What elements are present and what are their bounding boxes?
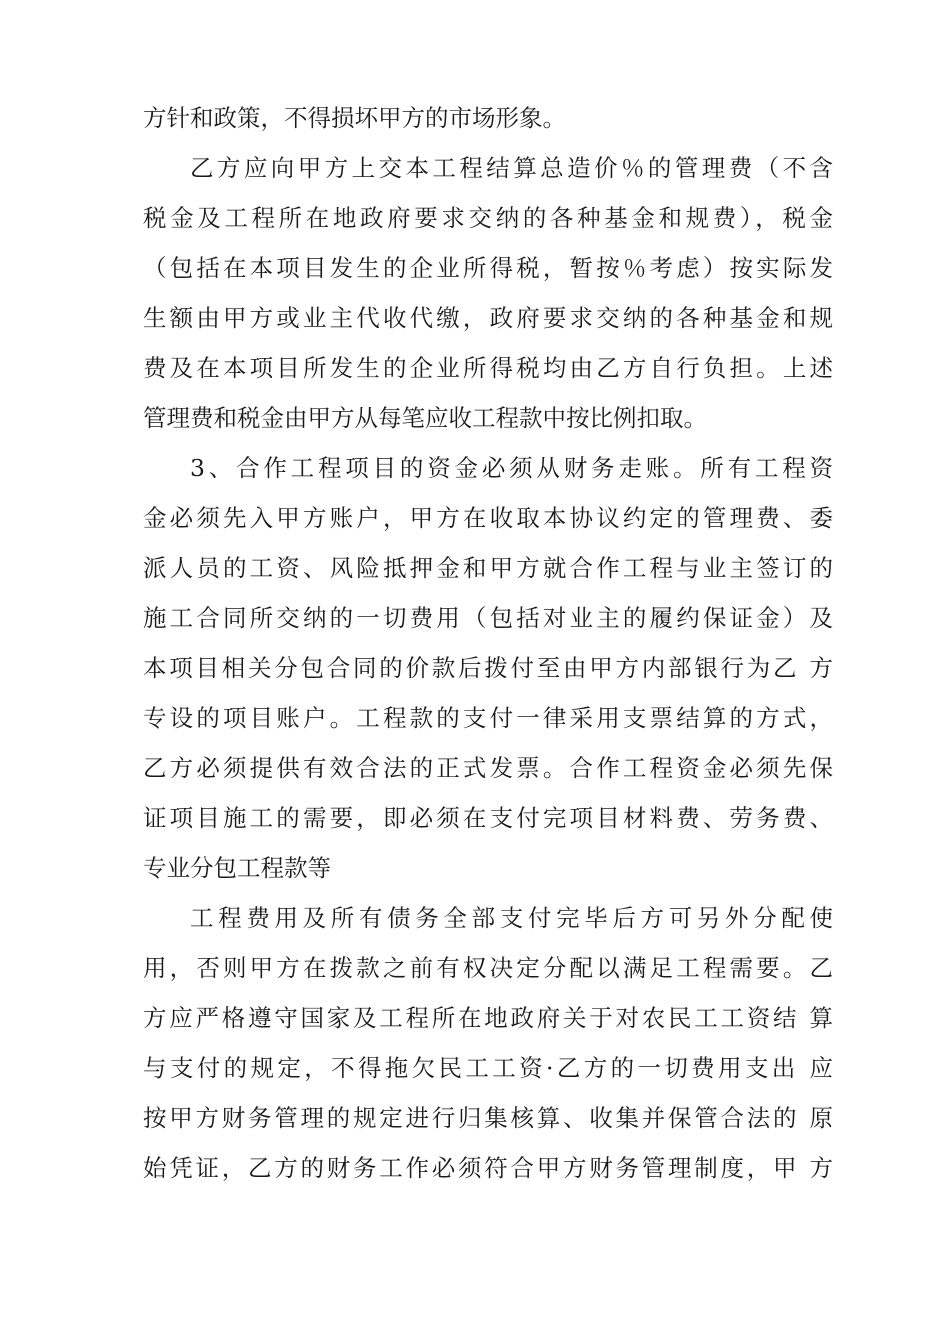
text-line-6: 费及在本项目所发生的企业所得税均由乙方自行负担。上述 <box>143 354 833 382</box>
text-line-9: 金必须先入甲方账户，甲方在收取本协议约定的管理费、委 <box>143 504 833 532</box>
text-line-13: 专设的项目账户。工程款的支付一律采用支票结算的方式， <box>143 704 833 732</box>
text-line-22: 始凭证，乙方的财务工作必须符合甲方财务管理制度，甲 方 <box>143 1154 833 1182</box>
text-line-15: 证项目施工的需要，即必须在支付完项目材料费、劳务费、 <box>143 804 833 832</box>
text-line-19: 方应严格遵守国家及工程所在地政府关于对农民工工资结 算 <box>143 1004 833 1032</box>
text-line-17: 工程费用及所有债务全部支付完毕后方可另外分配使 <box>190 904 833 932</box>
text-line-16: 专业分包工程款等 <box>143 854 331 882</box>
text-line-21: 按甲方财务管理的规定进行归集核算、收集并保管合法的 原 <box>143 1104 833 1132</box>
text-line-1: 方针和政策，不得损坏甲方的市场形象。 <box>143 104 566 132</box>
text-line-3: 税金及工程所在地政府要求交纳的各种基金和规费），税金 <box>143 204 833 232</box>
text-line-2: 乙方应向甲方上交本工程结算总造价％的管理费（不含 <box>190 154 833 182</box>
text-line-18: 用，否则甲方在拨款之前有权决定分配以满足工程需要。乙 <box>143 954 833 982</box>
text-line-14: 乙方必须提供有效合法的正式发票。合作工程资金必须先保 <box>143 754 833 782</box>
text-line-8: 3、合作工程项目的资金必须从财务走账。所有工程资 <box>190 454 833 482</box>
text-line-20: 与支付的规定，不得拖欠民工工资·乙方的一切费用支出 应 <box>143 1054 833 1082</box>
text-line-10: 派人员的工资、风险抵押金和甲方就合作工程与业主签订的 <box>143 554 833 582</box>
text-line-5: 生额由甲方或业主代收代缴，政府要求交纳的各种基金和规 <box>143 304 833 332</box>
text-line-4: （包括在本项目发生的企业所得税，暂按％考虑）按实际发 <box>143 254 833 282</box>
text-line-12: 本项目相关分包合同的价款后拨付至由甲方内部银行为乙 方 <box>143 654 833 682</box>
text-line-11: 施工合同所交纳的一切费用（包括对业主的履约保证金）及 <box>143 604 833 632</box>
text-line-7: 管理费和税金由甲方从每笔应收工程款中按比例扣取。 <box>143 404 707 432</box>
